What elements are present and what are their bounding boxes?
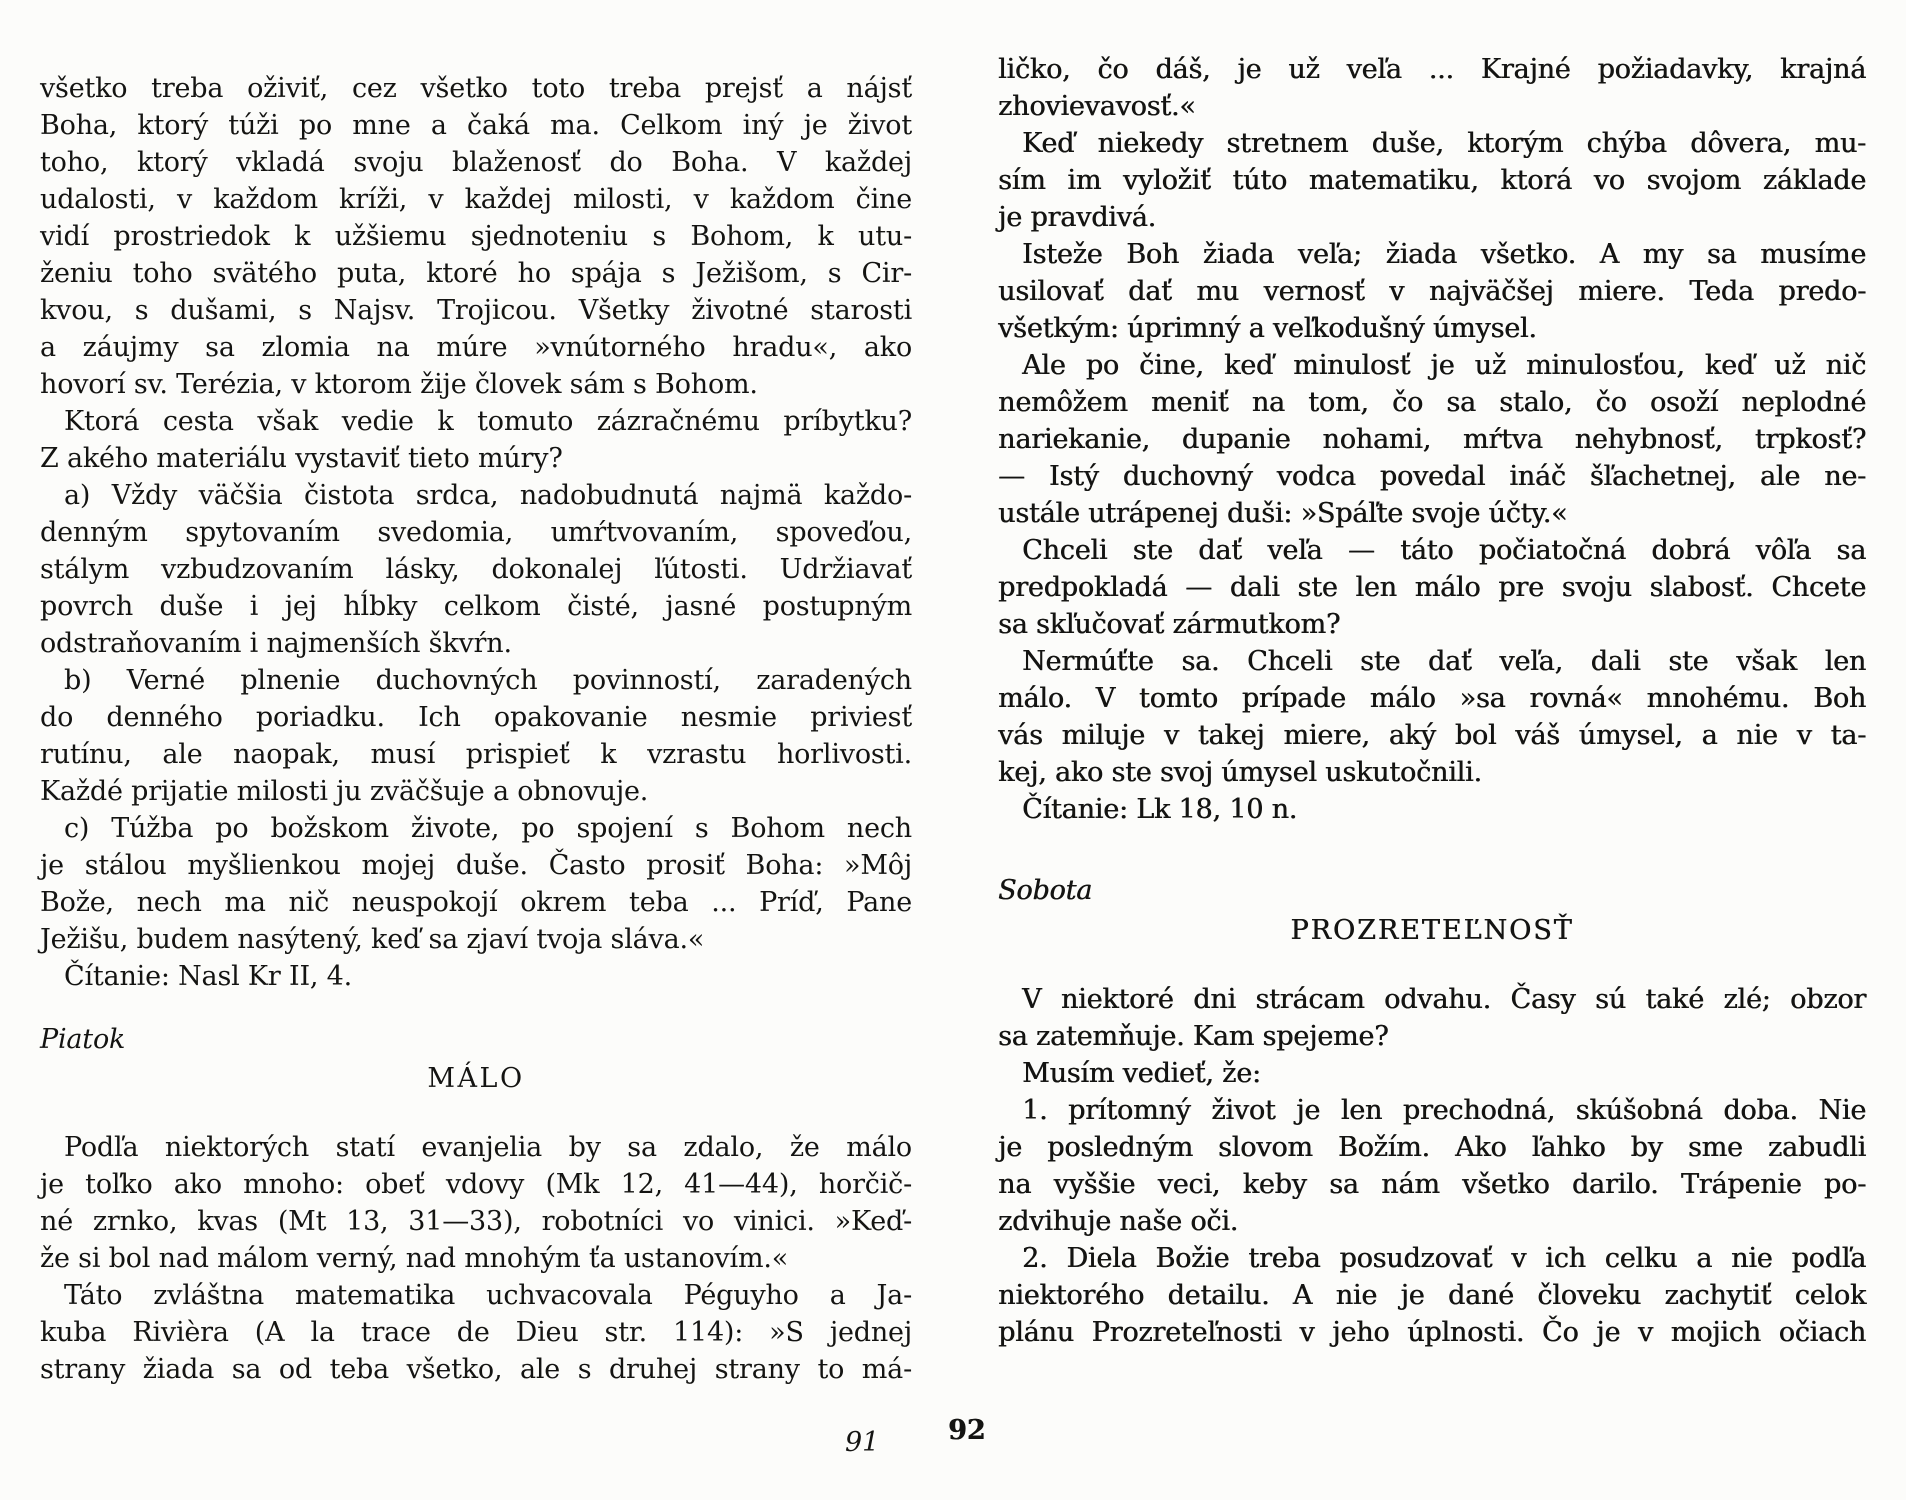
paragraph: [998, 791, 1866, 828]
text-line: povrch duše i jej hĺbky celkom čisté, jasné postupným: [40, 591, 912, 622]
paragraph: [998, 532, 1866, 643]
text-line: kvou, s dušami, s Najsv. Trojicou. Všetky životné starosti: [40, 295, 912, 326]
paragraph: [40, 1129, 912, 1277]
text-line: odstraňovaním i najmenších škvŕn.: [40, 628, 512, 659]
paragraph: [998, 1240, 1866, 1351]
paragraph: [998, 1055, 1866, 1092]
text-line: zhovievavosť.«: [998, 91, 1196, 122]
text-line: rutínu, ale naopak, musí prispieť k vzrastu horlivosti.: [40, 739, 912, 770]
paragraph: [40, 958, 912, 995]
text-line: kej, ako ste svoj úmysel uskutočnili.: [998, 757, 1482, 788]
text-line: Ale po čine, keď minulosť je už minulosťou, keď už nič: [1022, 350, 1866, 381]
text-line: Nermúťte sa. Chceli ste dať veľa, dali ste však len: [1022, 646, 1866, 677]
text-line: na vyššie veci, keby sa nám všetko darilo. Trápenie po-: [998, 1169, 1866, 1200]
text-line: a záujmy sa zlomia na múre »vnútorného hradu«, ako: [40, 332, 912, 363]
text-line: Boha, ktorý túži po mne a čaká ma. Celkom iný je život: [40, 110, 912, 141]
text-line: je posledným slovom Božím. Ako ľahko by sme zabudli: [998, 1132, 1866, 1163]
paragraph: [998, 125, 1866, 236]
paragraph: [998, 347, 1866, 532]
text-line: nemôžem meniť na tom, čo sa stalo, čo osoží neplodné: [998, 387, 1866, 418]
text-line: je stálou myšlienkou mojej duše. Často prosiť Boha: »Môj: [40, 850, 912, 881]
text-line: Isteže Boh žiada veľa; žiada všetko. A my sa musíme: [1022, 239, 1866, 270]
paragraph: [40, 810, 912, 958]
page-right: [998, 51, 1866, 1351]
text-line: nariekanie, dupanie nohami, mŕtva nehybnosť, trpkosť?: [998, 424, 1866, 455]
paragraph: [998, 643, 1866, 791]
page-left: [40, 70, 912, 1388]
text-line: je pravdivá.: [998, 202, 1156, 233]
text-line: Chceli ste dať veľa — táto počiatočná dobrá vôľa sa: [1022, 535, 1866, 566]
paragraph: [40, 662, 912, 810]
text-line: sím im vyložiť túto matematiku, ktorá vo svojom základe: [998, 165, 1866, 196]
paragraph: [40, 1277, 912, 1388]
text-line: že si bol nad málom verný, nad mnohým ťa ustanovím.«: [40, 1243, 789, 1274]
text-line: Ktorá cesta však vedie k tomuto zázračnému príbytku?: [64, 406, 912, 437]
text-line: zdvihuje naše oči.: [998, 1206, 1239, 1237]
text-line: plánu Prozreteľnosti v jeho úplnosti. Čo je v mojich očiach: [998, 1317, 1866, 1348]
text-line: niektorého detailu. A nie je dané človeku zachytiť celok: [998, 1280, 1866, 1311]
text-line: ženiu toho svätého puta, ktoré ho spája s Ježišom, s Cir-: [40, 258, 912, 289]
text-line: hovorí sv. Terézia, v ktorom žije človek sám s Bohom.: [40, 369, 758, 400]
text-line: Z akého materiálu vystaviť tieto múry?: [40, 443, 563, 474]
text-line: Táto zvláštna matematika uchvacovala Péguyho a Ja-: [64, 1280, 912, 1311]
text-line: strany žiada sa od teba všetko, ale s druhej strany to má-: [40, 1354, 912, 1385]
paragraph: [998, 1092, 1866, 1240]
text-line: udalosti, v každom kríži, v každej milosti, v každom čine: [40, 184, 912, 215]
text-line: stálym vzbudzovaním lásky, dokonalej ľútosti. Udržiavať: [40, 554, 912, 585]
paragraph: [998, 236, 1866, 347]
text-line: Ježišu, budem nasýtený, keď sa zjaví tvoja sláva.«: [40, 924, 705, 955]
day-label: Piatok: [40, 1024, 126, 1055]
text-line: né zrnko, kvas (Mt 13, 31—33), robotníci vo vinici. »Keď-: [40, 1206, 912, 1237]
text-line: sa skľučovať zármutkom?: [998, 609, 1341, 640]
text-line: sa zatemňuje. Kam spejeme?: [998, 1021, 1389, 1052]
text-line: vás miluje v takej miere, aký bol váš úmysel, a nie v ta-: [998, 720, 1866, 751]
text-line: — Istý duchovný vodca povedal ináč šľachetnej, ale ne-: [998, 461, 1866, 492]
text-line: všetko treba oživiť, cez všetko toto treba prejsť a nájsť: [40, 73, 912, 104]
text-line: kuba Rivièra (A la trace de Dieu str. 114): »S jednej: [40, 1317, 912, 1348]
text-line: ustále utrápenej duši: »Spáľte svoje účty.«: [998, 498, 1568, 529]
paragraph: [40, 70, 912, 403]
text-line: Čítanie: Lk 18, 10 n.: [1022, 794, 1298, 825]
text-line: Podľa niektorých statí evanjelia by sa zdalo, že málo: [64, 1132, 912, 1163]
text-line: ličko, čo dáš, je už veľa ... Krajné požiadavky, krajná: [998, 54, 1866, 85]
text-line: usilovať dať mu vernosť v najväčšej miere. Teda predo-: [998, 276, 1866, 307]
page-number-right: 92: [948, 1415, 986, 1446]
text-line: denným spytovaním svedomia, umŕtvovaním, spoveďou,: [40, 517, 912, 548]
text-line: V niektoré dni strácam odvahu. Časy sú také zlé; obzor: [1022, 984, 1866, 1015]
paragraph: [998, 981, 1866, 1055]
text-line: vidí prostriedok k užšiemu sjednoteniu s Bohom, k utu-: [40, 221, 912, 252]
paragraph: [40, 403, 912, 477]
text-line: 2. Diela Božie treba posudzovať v ich celku a nie podľa: [1022, 1243, 1866, 1274]
text-line: všetkým: úprimný a veľkodušný úmysel.: [998, 313, 1537, 344]
text-line: 1. prítomný život je len prechodná, skúšobná doba. Nie: [1022, 1095, 1866, 1126]
text-line: Musím vedieť, že:: [1022, 1058, 1261, 1089]
paragraph: [998, 51, 1866, 125]
text-line: Bože, nech ma nič neuspokojí okrem teba ... Príď, Pane: [40, 887, 912, 918]
text-line: málo. V tomto prípade málo »sa rovná« mnohému. Boh: [998, 683, 1866, 714]
text-line: b) Verné plnenie duchovných povinností, zaradených: [64, 665, 912, 696]
text-line: a) Vždy väčšia čistota srdca, nadobudnutá najmä každo-: [64, 480, 912, 511]
page-number-left: 91: [845, 1427, 880, 1458]
text-line: c) Túžba po božskom živote, po spojení s Bohom nech: [64, 813, 912, 844]
day-label: Sobota: [998, 875, 1093, 906]
text-line: Čítanie: Nasl Kr II, 4.: [64, 961, 353, 992]
paragraph: [40, 477, 912, 662]
section-heading: PROZRETEĽNOSŤ: [1290, 915, 1574, 946]
text-line: Každé prijatie milosti ju zväčšuje a obnovuje.: [40, 776, 649, 807]
text-line: je toľko ako mnoho: obeť vdovy (Mk 12, 41—44), horčič-: [40, 1169, 912, 1200]
section-heading: MÁLO: [427, 1063, 525, 1094]
text-line: Keď niekedy stretnem duše, ktorým chýba dôvera, mu-: [1022, 128, 1866, 159]
text-line: toho, ktorý vkladá svoju blaženosť do Boha. V každej: [40, 147, 912, 178]
text-line: predpokladá — dali ste len málo pre svoju slabosť. Chcete: [998, 572, 1866, 603]
text-line: do denného poriadku. Ich opakovanie nesmie priviesť: [40, 702, 912, 733]
